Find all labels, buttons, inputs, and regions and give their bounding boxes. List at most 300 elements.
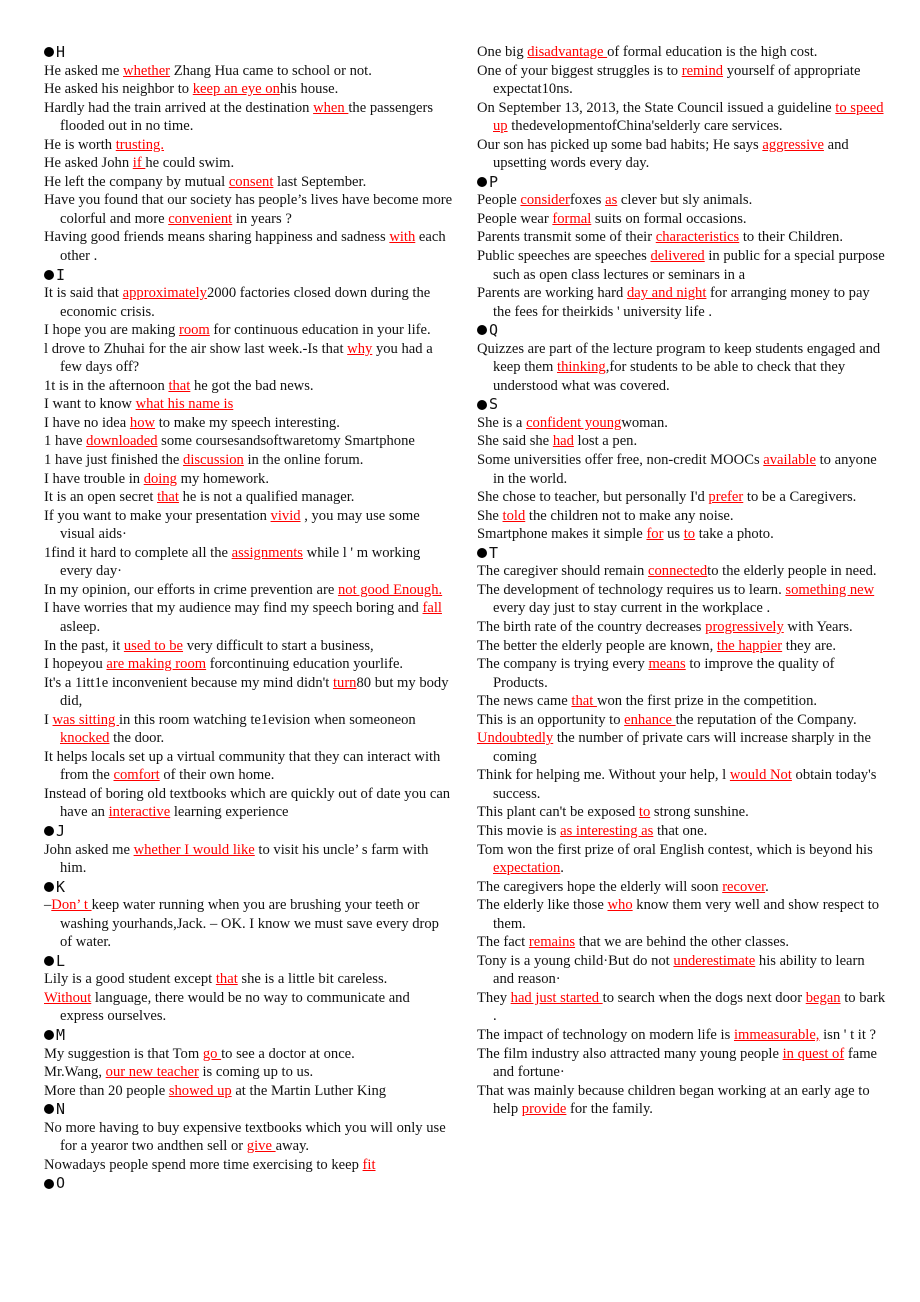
answer-highlight: as interesting as	[560, 822, 654, 839]
sentence-entry	[477, 692, 887, 711]
section-heading	[477, 544, 887, 563]
sentence-text: That was mainly because children began working at an early age to help	[477, 1082, 870, 1118]
bullet-dot-icon	[477, 400, 487, 410]
sentence-entry	[477, 525, 887, 544]
sentence-text: to see a doctor at once.	[221, 1045, 355, 1062]
answer-highlight: room	[178, 322, 210, 339]
sentence-text: she is a little bit careless.	[237, 971, 388, 988]
sentence-text: One big	[477, 44, 528, 60]
answer-highlight: consent	[228, 173, 274, 190]
sentence-text: My suggestion is that Tom	[44, 1045, 203, 1062]
sentence-entry	[477, 655, 887, 692]
sentence-text: of formal education is the high cost.	[607, 44, 818, 60]
sentence-text: to anyone in the world.	[493, 452, 877, 487]
sentence-text: The fact	[477, 934, 529, 951]
sentence-text: the door.	[109, 730, 165, 747]
sentence-entry	[477, 414, 887, 433]
answer-highlight: had just started	[510, 989, 603, 1006]
sentence-text: 1 have	[44, 433, 87, 450]
sentence-text: On September 13, 2013, the State Council issued a guideline	[477, 99, 836, 116]
section-heading	[44, 1026, 454, 1045]
answer-highlight: to	[638, 804, 651, 821]
sentence-entry	[477, 432, 887, 451]
sentence-entry	[44, 191, 454, 228]
answer-highlight: trusting.	[115, 136, 164, 153]
answer-highlight: day and night	[626, 285, 707, 302]
sentence-text: This movie is	[477, 822, 561, 839]
answer-highlight: whether	[123, 62, 171, 79]
sentence-entry	[44, 228, 454, 265]
sentence-entry	[477, 284, 887, 321]
answer-highlight: fit	[362, 1156, 376, 1173]
sentence-entry	[44, 711, 454, 748]
sentence-text: Instead of boring old textbooks which are quickly out of date you can have an	[44, 785, 451, 821]
answer-highlight: keep an eye on	[192, 81, 280, 98]
sentence-text: isn ' t it ?	[819, 1026, 877, 1043]
sentence-text: Tom won the first prize of oral English contest, which is beyond his	[477, 841, 873, 858]
sentence-entry	[44, 896, 454, 952]
answer-highlight: provide	[521, 1101, 567, 1118]
sentence-text: at the Martin Luther King	[231, 1082, 387, 1099]
sentence-text: to search when the dogs next door	[602, 989, 806, 1006]
section-heading	[44, 266, 454, 285]
sentence-entry	[477, 43, 887, 62]
answer-highlight: expectation	[493, 860, 561, 877]
answer-highlight: assignments	[231, 544, 303, 561]
answer-highlight: formal	[552, 210, 592, 227]
sentence-entry	[44, 432, 454, 451]
sentence-entry	[44, 1156, 454, 1175]
section-letter: O	[56, 1174, 66, 1193]
sentence-text: the number of private cars will increase sharply in the coming	[493, 730, 871, 765]
sentence-text: while l ' m working every day·	[60, 544, 421, 580]
sentence-entry	[477, 766, 887, 803]
bullet-dot-icon	[477, 177, 487, 187]
bullet-dot-icon	[477, 548, 487, 558]
sentence-text: to be a Caregivers.	[743, 489, 857, 506]
sentence-text: He asked John	[44, 155, 133, 172]
sentence-entry	[44, 284, 454, 321]
sentence-text: If you want to make your presentation	[44, 507, 271, 524]
answer-highlight: something new	[785, 581, 875, 598]
sentence-text: his ability to learn and reason·	[493, 952, 865, 988]
sentence-entry	[477, 878, 887, 897]
sentence-entry	[477, 729, 887, 766]
sentence-entry	[477, 618, 887, 637]
sentence-text: thedevelopmentofChina'selderly care services.	[507, 118, 783, 135]
section-letter: P	[489, 172, 499, 191]
sentence-entry	[477, 1026, 887, 1045]
sentence-text: and upsetting words every day.	[493, 136, 849, 172]
sentence-entry	[477, 989, 887, 1026]
sentence-text: I	[44, 711, 53, 728]
answer-highlight: remind	[681, 62, 724, 79]
sentence-text: to improve the quality of Products.	[493, 656, 835, 691]
sentence-entry	[44, 544, 454, 581]
answer-highlight: approximately	[122, 285, 207, 302]
answer-highlight: that	[215, 971, 238, 988]
sentence-entry	[44, 655, 454, 674]
sentence-text: They	[477, 989, 511, 1006]
sentence-entry	[477, 191, 887, 210]
sentence-text: John asked me	[44, 841, 134, 858]
answer-highlight: what his name is	[135, 396, 234, 413]
answer-highlight: prefer	[708, 489, 744, 506]
sentence-text: to make my speech interesting.	[155, 414, 340, 431]
sentence-entry	[44, 1045, 454, 1064]
sentence-entry	[477, 1045, 887, 1082]
sentence-text: to visit his uncle’ s farm with him.	[60, 841, 429, 877]
answer-highlight: had	[552, 433, 574, 450]
sentence-text: In my opinion, our efforts in crime prevention are	[44, 581, 338, 598]
sentence-text: I have worries that my audience may find my speech boring and	[44, 600, 423, 617]
sentence-text: Parents are working hard	[477, 285, 627, 302]
answer-highlight: that	[571, 693, 597, 710]
sentence-text: very difficult to start a business,	[183, 637, 374, 654]
sentence-entry	[477, 562, 887, 581]
sentence-text: language, there would be no way to communicate and express ourselves.	[60, 989, 410, 1025]
sentence-text: in years ?	[232, 210, 292, 227]
sentence-text: that one.	[653, 822, 708, 839]
bullet-dot-icon	[44, 1104, 54, 1114]
sentence-entry	[44, 136, 454, 155]
sentence-text: The company is trying every	[477, 656, 649, 673]
section-letter: H	[56, 43, 66, 61]
sentence-text: to bark .	[493, 989, 886, 1025]
sentence-entry	[477, 507, 887, 526]
sentence-entry	[44, 377, 454, 396]
sentence-text: Having good friends means sharing happiness and sadness	[44, 229, 390, 246]
answer-highlight: knocked	[60, 730, 110, 747]
answer-highlight: means	[648, 656, 686, 673]
sentence-text: He left the company by mutual	[44, 173, 229, 190]
sentence-text: It helps locals set up a virtual community that they can interact with from the	[44, 748, 441, 784]
sentence-text: I hopeyou	[44, 656, 107, 673]
section-letter: N	[56, 1100, 66, 1119]
sentence-text: each other .	[60, 229, 446, 265]
sentence-text: –	[44, 897, 52, 914]
answer-highlight: underestimate	[673, 952, 756, 969]
sentence-entry	[44, 785, 454, 822]
sentence-text: Parents transmit some of their	[477, 229, 656, 246]
sentence-text: the reputation of the Company.	[675, 711, 857, 728]
answer-highlight: vivid	[270, 507, 301, 524]
section-heading	[44, 878, 454, 897]
sentence-text: People	[477, 192, 521, 209]
sentence-entry	[477, 1082, 887, 1119]
answer-highlight: why	[347, 340, 373, 357]
sentence-entry	[477, 247, 887, 284]
answer-highlight: give	[246, 1138, 276, 1155]
sentence-entry	[477, 62, 887, 99]
left-column	[44, 43, 454, 1193]
sentence-text: No more having to buy expensive textbooks which you will only use for a yearor two andthen sell or	[44, 1119, 446, 1155]
section-heading	[477, 395, 887, 414]
sentence-entry	[44, 99, 454, 136]
sentence-text: The caregivers hope the elderly will soon	[477, 878, 723, 895]
sentence-text: take a photo.	[695, 526, 774, 543]
sentence-text: 1find it hard to complete all the	[44, 544, 232, 561]
answer-highlight: characteristics	[655, 229, 740, 246]
bullet-dot-icon	[44, 47, 54, 57]
sentence-entry	[44, 451, 454, 470]
answer-highlight: told	[502, 507, 526, 524]
answer-highlight: to speed up	[493, 99, 884, 135]
sentence-text: in the online forum.	[243, 452, 364, 469]
answer-highlight: aggressive	[762, 136, 824, 153]
section-letter: L	[56, 951, 66, 970]
answer-highlight: if	[132, 155, 146, 172]
sentence-text: to their Children.	[739, 229, 843, 246]
sentence-entry	[44, 1063, 454, 1082]
sentence-text: every day just to stay current in the workplace .	[493, 600, 771, 617]
sentence-text: I have no idea	[44, 414, 130, 431]
sentence-entry	[44, 154, 454, 173]
sentence-entry	[44, 748, 454, 785]
sentence-text: She	[477, 507, 503, 524]
sentence-text: .	[765, 878, 769, 895]
sentence-text: The news came	[477, 693, 572, 710]
sentence-text: He is worth	[44, 136, 116, 153]
sentence-entry	[44, 395, 454, 414]
answer-highlight: comfort	[113, 767, 160, 784]
sentence-text: Tony is a young child·But do not	[477, 952, 674, 969]
sentence-text: The film industry also attracted many young people	[477, 1045, 783, 1062]
sentence-entry	[477, 933, 887, 952]
section-letter: T	[489, 543, 499, 562]
sentence-entry	[44, 674, 454, 711]
sentence-text: won the first prize in the competition.	[596, 693, 818, 710]
sentence-text: is coming up to us.	[198, 1064, 314, 1081]
sentence-text: Our son has picked up some bad habits; He says	[477, 136, 763, 153]
answer-highlight: progressively	[705, 618, 784, 635]
sentence-entry	[44, 321, 454, 340]
answer-highlight: remains	[528, 934, 576, 951]
section-heading	[44, 822, 454, 841]
sentence-text: to the elderly people in need.	[707, 563, 877, 580]
sentence-text: his house.	[279, 81, 339, 98]
sentence-entry	[44, 599, 454, 636]
answer-highlight: to	[683, 526, 696, 543]
sentence-text: It is said that	[44, 285, 123, 302]
answer-highlight: doing	[143, 470, 177, 487]
answer-highlight: in quest of	[782, 1045, 845, 1062]
bullet-dot-icon	[44, 270, 54, 280]
sentence-text: The elderly like those	[477, 897, 608, 914]
answer-highlight: turn	[332, 674, 357, 691]
sentence-text: Hardly had the train arrived at the destination	[44, 99, 314, 116]
sentence-text: ,for students to be able to check that they understood what was covered.	[493, 359, 846, 394]
answer-highlight: began	[805, 989, 841, 1006]
sentence-text: in public for a special purpose such as open class lectures or seminars in a	[493, 248, 885, 283]
sentence-text: keep water running when you are brushing your teeth or washing yourhands,Jack. – OK. I know we must save every drop of water.	[60, 897, 439, 951]
answer-highlight: our new teacher	[105, 1064, 199, 1081]
answer-highlight: consider	[520, 192, 570, 209]
sentence-text: for the family.	[566, 1101, 653, 1118]
section-letter: J	[56, 821, 66, 840]
sentence-text: clever but sly animals.	[617, 192, 753, 209]
sentence-entry	[44, 1082, 454, 1101]
sentence-entry	[477, 711, 887, 730]
sentence-text: in this room watching te1evision when someoneon	[119, 711, 416, 728]
answer-highlight: discussion	[183, 452, 244, 469]
section-letter: K	[56, 877, 66, 896]
answer-highlight: disadvantage	[527, 44, 608, 60]
sentence-text: you had a few days off?	[60, 340, 433, 376]
sentence-entry	[477, 803, 887, 822]
sentence-text: The caregiver should remain	[477, 563, 648, 580]
answer-highlight: thinking	[557, 359, 606, 376]
sentence-text: He asked me	[44, 62, 124, 79]
sentence-text: This plant can't be exposed	[477, 804, 639, 821]
sentence-entry	[477, 136, 887, 173]
answer-highlight: for	[646, 526, 664, 543]
sentence-text: obtain today's success.	[493, 767, 877, 802]
right-column	[477, 43, 887, 1119]
sentence-text: learning experience	[170, 804, 289, 821]
sentence-text: , you may use some visual aids·	[60, 507, 420, 543]
sentence-text: suits on formal occasions.	[591, 210, 747, 227]
answer-highlight: with	[389, 229, 416, 246]
bullet-dot-icon	[44, 826, 54, 836]
sentence-text: People wear	[477, 210, 553, 227]
sentence-entry	[477, 841, 887, 878]
sentence-text: In the past, it	[44, 637, 124, 654]
sentence-text: Lily is a good student except	[44, 971, 216, 988]
sentence-entry	[44, 989, 454, 1026]
sentence-text: More than 20 people	[44, 1082, 169, 1099]
sentence-text: 1 have just finished the	[44, 452, 184, 469]
sentence-text: the children not to make any noise.	[525, 507, 734, 524]
sentence-entry	[44, 173, 454, 192]
answer-highlight: available	[763, 452, 816, 469]
answer-highlight: Don’ t	[51, 897, 92, 914]
bullet-dot-icon	[44, 882, 54, 892]
sentence-entry	[477, 581, 887, 618]
sentence-text: .	[560, 860, 564, 877]
sentence-text: my homework.	[176, 470, 269, 487]
sentence-text: yourself of appropriate expectat10ns.	[493, 62, 861, 98]
sentence-entry	[477, 228, 887, 247]
sentence-text: lost a pen.	[573, 433, 638, 450]
sentence-text: Some universities offer free, non-credit MOOCs	[477, 452, 764, 469]
answer-highlight: Undoubtedly	[477, 730, 554, 747]
sentence-entry	[44, 841, 454, 878]
sentence-entry	[44, 581, 454, 600]
answer-highlight: delivered	[650, 248, 705, 265]
sentence-text: Zhang Hua came to school or not.	[170, 62, 372, 79]
sentence-text: he got the bad news.	[190, 377, 314, 394]
section-letter: M	[56, 1025, 66, 1044]
answer-highlight: not good Enough.	[337, 581, 443, 598]
answer-highlight: would Not	[729, 767, 792, 784]
sentence-text: that we are behind the other classes.	[575, 934, 790, 951]
section-heading	[44, 1100, 454, 1119]
sentence-text: He asked his neighbor to	[44, 81, 193, 98]
sentence-text: Think for helping me. Without your help, l	[477, 767, 730, 784]
sentence-entry	[44, 1119, 454, 1156]
sentence-text: he is not a qualified manager.	[178, 489, 355, 506]
answer-highlight: immeasurable,	[733, 1026, 820, 1043]
sentence-text: She chose to teacher, but personally I'd	[477, 489, 709, 506]
answer-highlight: connected	[648, 563, 708, 580]
answer-highlight: are making room	[106, 656, 207, 673]
sentence-entry	[44, 62, 454, 81]
sentence-text: fame and fortune·	[493, 1045, 878, 1081]
sentence-text: I want to know	[44, 396, 136, 413]
answer-highlight: used to be	[123, 637, 184, 654]
sentence-entry	[477, 488, 887, 507]
bullet-dot-icon	[44, 956, 54, 966]
answer-highlight: confident young	[526, 414, 622, 431]
answer-highlight: as	[605, 192, 618, 209]
sentence-entry	[477, 896, 887, 933]
sentence-text: Smartphone makes it simple	[477, 526, 647, 543]
section-heading	[477, 321, 887, 340]
sentence-entry	[477, 637, 887, 656]
answer-highlight: was sitting	[52, 711, 119, 728]
section-letter: S	[489, 395, 499, 414]
sentence-text: forcontinuing education yourlife.	[206, 656, 404, 673]
sentence-text: 1t is in the afternoon	[44, 377, 169, 394]
sentence-text: asleep.	[60, 618, 101, 635]
sentence-entry	[44, 637, 454, 656]
sentence-entry	[477, 340, 887, 396]
section-heading	[477, 173, 887, 192]
sentence-text: It's a 1itt1e inconvenient because my mind didn't	[44, 674, 333, 691]
sentence-text: This is an opportunity to	[477, 711, 625, 728]
sentence-text: foxes	[569, 192, 606, 209]
sentence-entry	[44, 507, 454, 544]
sentence-text: 80 but my body did,	[60, 674, 449, 710]
sentence-entry	[44, 414, 454, 433]
sentence-text: they are.	[782, 637, 837, 654]
section-heading	[44, 43, 454, 62]
section-heading	[44, 952, 454, 971]
sentence-text: for arranging money to pay the fees for theirkids ' university life .	[493, 285, 870, 320]
section-letter: Q	[489, 321, 499, 340]
answer-highlight: who	[607, 897, 633, 914]
sentence-entry	[44, 488, 454, 507]
sentence-entry	[477, 822, 887, 841]
sentence-text: he could swim.	[145, 155, 235, 172]
answer-highlight: how	[129, 414, 156, 431]
sentence-entry	[477, 99, 887, 136]
section-letter: I	[56, 265, 66, 284]
sentence-text: The impact of technology on modern life is	[477, 1026, 734, 1043]
bullet-dot-icon	[44, 1179, 54, 1189]
sentence-text: know them very well and show respect to them.	[493, 897, 880, 932]
answer-highlight: fall	[422, 600, 442, 617]
sentence-entry	[44, 80, 454, 99]
sentence-text: 2000 factories closed down during the economic crisis.	[60, 285, 431, 320]
sentence-text: One of your biggest struggles is to	[477, 62, 682, 79]
answer-highlight: whether I would like	[133, 841, 255, 858]
answer-highlight: that	[168, 377, 191, 394]
answer-highlight: recover	[722, 878, 766, 895]
sentence-text: Mr.Wang,	[44, 1064, 106, 1081]
sentence-text: away.	[275, 1138, 310, 1155]
sentence-text: She is a	[477, 414, 527, 431]
section-heading	[44, 1174, 454, 1193]
sentence-text: It is an open secret	[44, 489, 158, 506]
sentence-text: with Years.	[783, 618, 853, 635]
sentence-text: some coursesandsoftwaretomy Smartphone	[157, 433, 415, 450]
sentence-text: The development of technology requires us to learn.	[477, 581, 786, 598]
answer-highlight: showed up	[168, 1082, 232, 1099]
answer-highlight: enhance	[624, 711, 676, 728]
sentence-text: Public speeches are speeches	[477, 248, 651, 265]
